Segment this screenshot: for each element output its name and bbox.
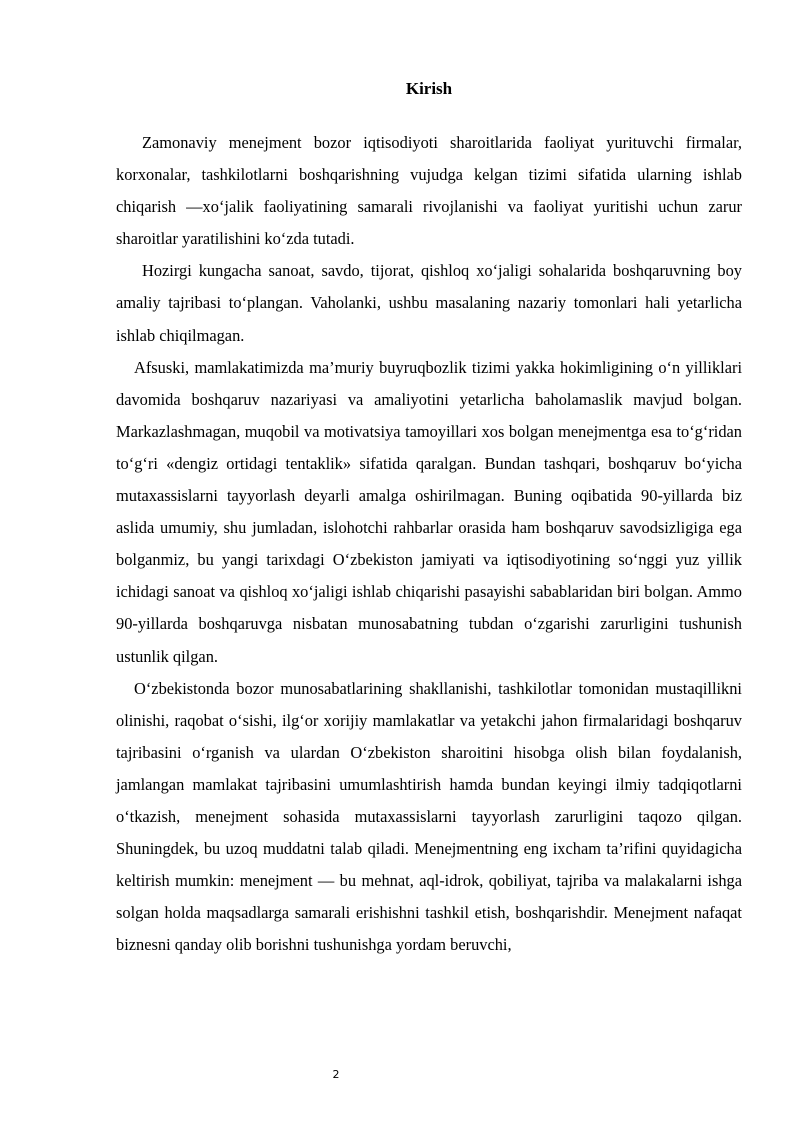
body-text — [116, 127, 742, 961]
section-title: Kirish — [405, 79, 453, 98]
paragraph-market-relations: O‘zbekistonda bozor munosabatlarining shakllanishi, tashkilotlar tomonidan mustaqillikni olinishi, raqobat o‘sishi, ilg‘or xorijiy mamlakatlar va yetakchi jahon firmalaridagi boshqaruv tajribasini o‘rganish va ulardan O‘zbekiston sharoitini hisobga olish bilan foydalanish, jamlangan mamlakat tajribasini umumlashtirish hamda bundan keyingi ilmiy tadqiqotlarni o‘tkazish, menejment sohasida mutaxassislarni tayyorlash zarurligini taqozo qilgan. Shuningdek, bu uzoq muddatni talab qiladi. Menejmentning eng ixcham ta’rifini quyidagicha keltirish mumkin: menejment — bu mehnat, aql-idrok, qobiliyat, tajriba va malakalarni ishga solgan holda maqsadlarga samarali erishishni tashkil etish, boshqarishdir. Menejment nafaqat biznesni qanday olib borishni tushunishga yordam beruvchi, — [116, 678, 742, 955]
paragraph-history: Afsuski, mamlakatimizda ma’muriy buyruqbozlik tizimi yakka hokimligining o‘n yilliklari davomida boshqaruv nazariyasi va amaliyotini yetarlicha baholamaslik mavjud bolgan. Markazlashmagan, muqobil va motivatsiya tamoyillari xos bolgan menejmentga esa to‘g‘ridan to‘g‘ri «dengiz ortidagi tentaklik» sifatida qaralgan. Bundan tashqari, boshqaruv bo‘yicha mutaxassislarni tayyorlash deyarli amalga oshirilmagan. Buning oqibatida 90-yillarda biz aslida umumiy, shu jumladan, islohotchi rahbarlar orasida ham boshqaruv savodsizligiga ega bolganmiz, bu yangi tarixdagi O‘zbekiston jamiyati va iqtisodiyotining so‘nggi yuz yillik ichidagi sanoat va qishloq xo‘jaligi ishlab chiqarishi pasayishi sabablaridan biri bolgan. Ammo 90-yillarda boshqaruvga nisbatan munosabatning tubdan o‘zgarishi zarurligini tushunish ustunlik qilgan. — [116, 357, 742, 666]
paragraph-intro: Zamonaviy menejment bozor iqtisodiyoti sharoitlarida faoliyat yurituvchi firmalar, korxonalar, tashkilotlarni boshqarishning vujudga kelgan tizimi sifatida ularning ishlab chiqarish —xo‘jalik faoliyatining samarali rivojlanishi va faoliyat yuritishi uchun zarur sharoitlar yaratilishini ko‘zda tutadi. — [116, 133, 742, 249]
paragraph-experience: Hozirgi kungacha sanoat, savdo, tijorat, qishloq xo‘jaligi sohalarida boshqaruvning boy amaliy tajribasi to‘plangan. Vaholanki, ushbu masalaning nazariy tomonlari hali yetarlicha ishlab chiqilmagan. — [116, 261, 742, 345]
page-number: 2 — [332, 1068, 340, 1081]
